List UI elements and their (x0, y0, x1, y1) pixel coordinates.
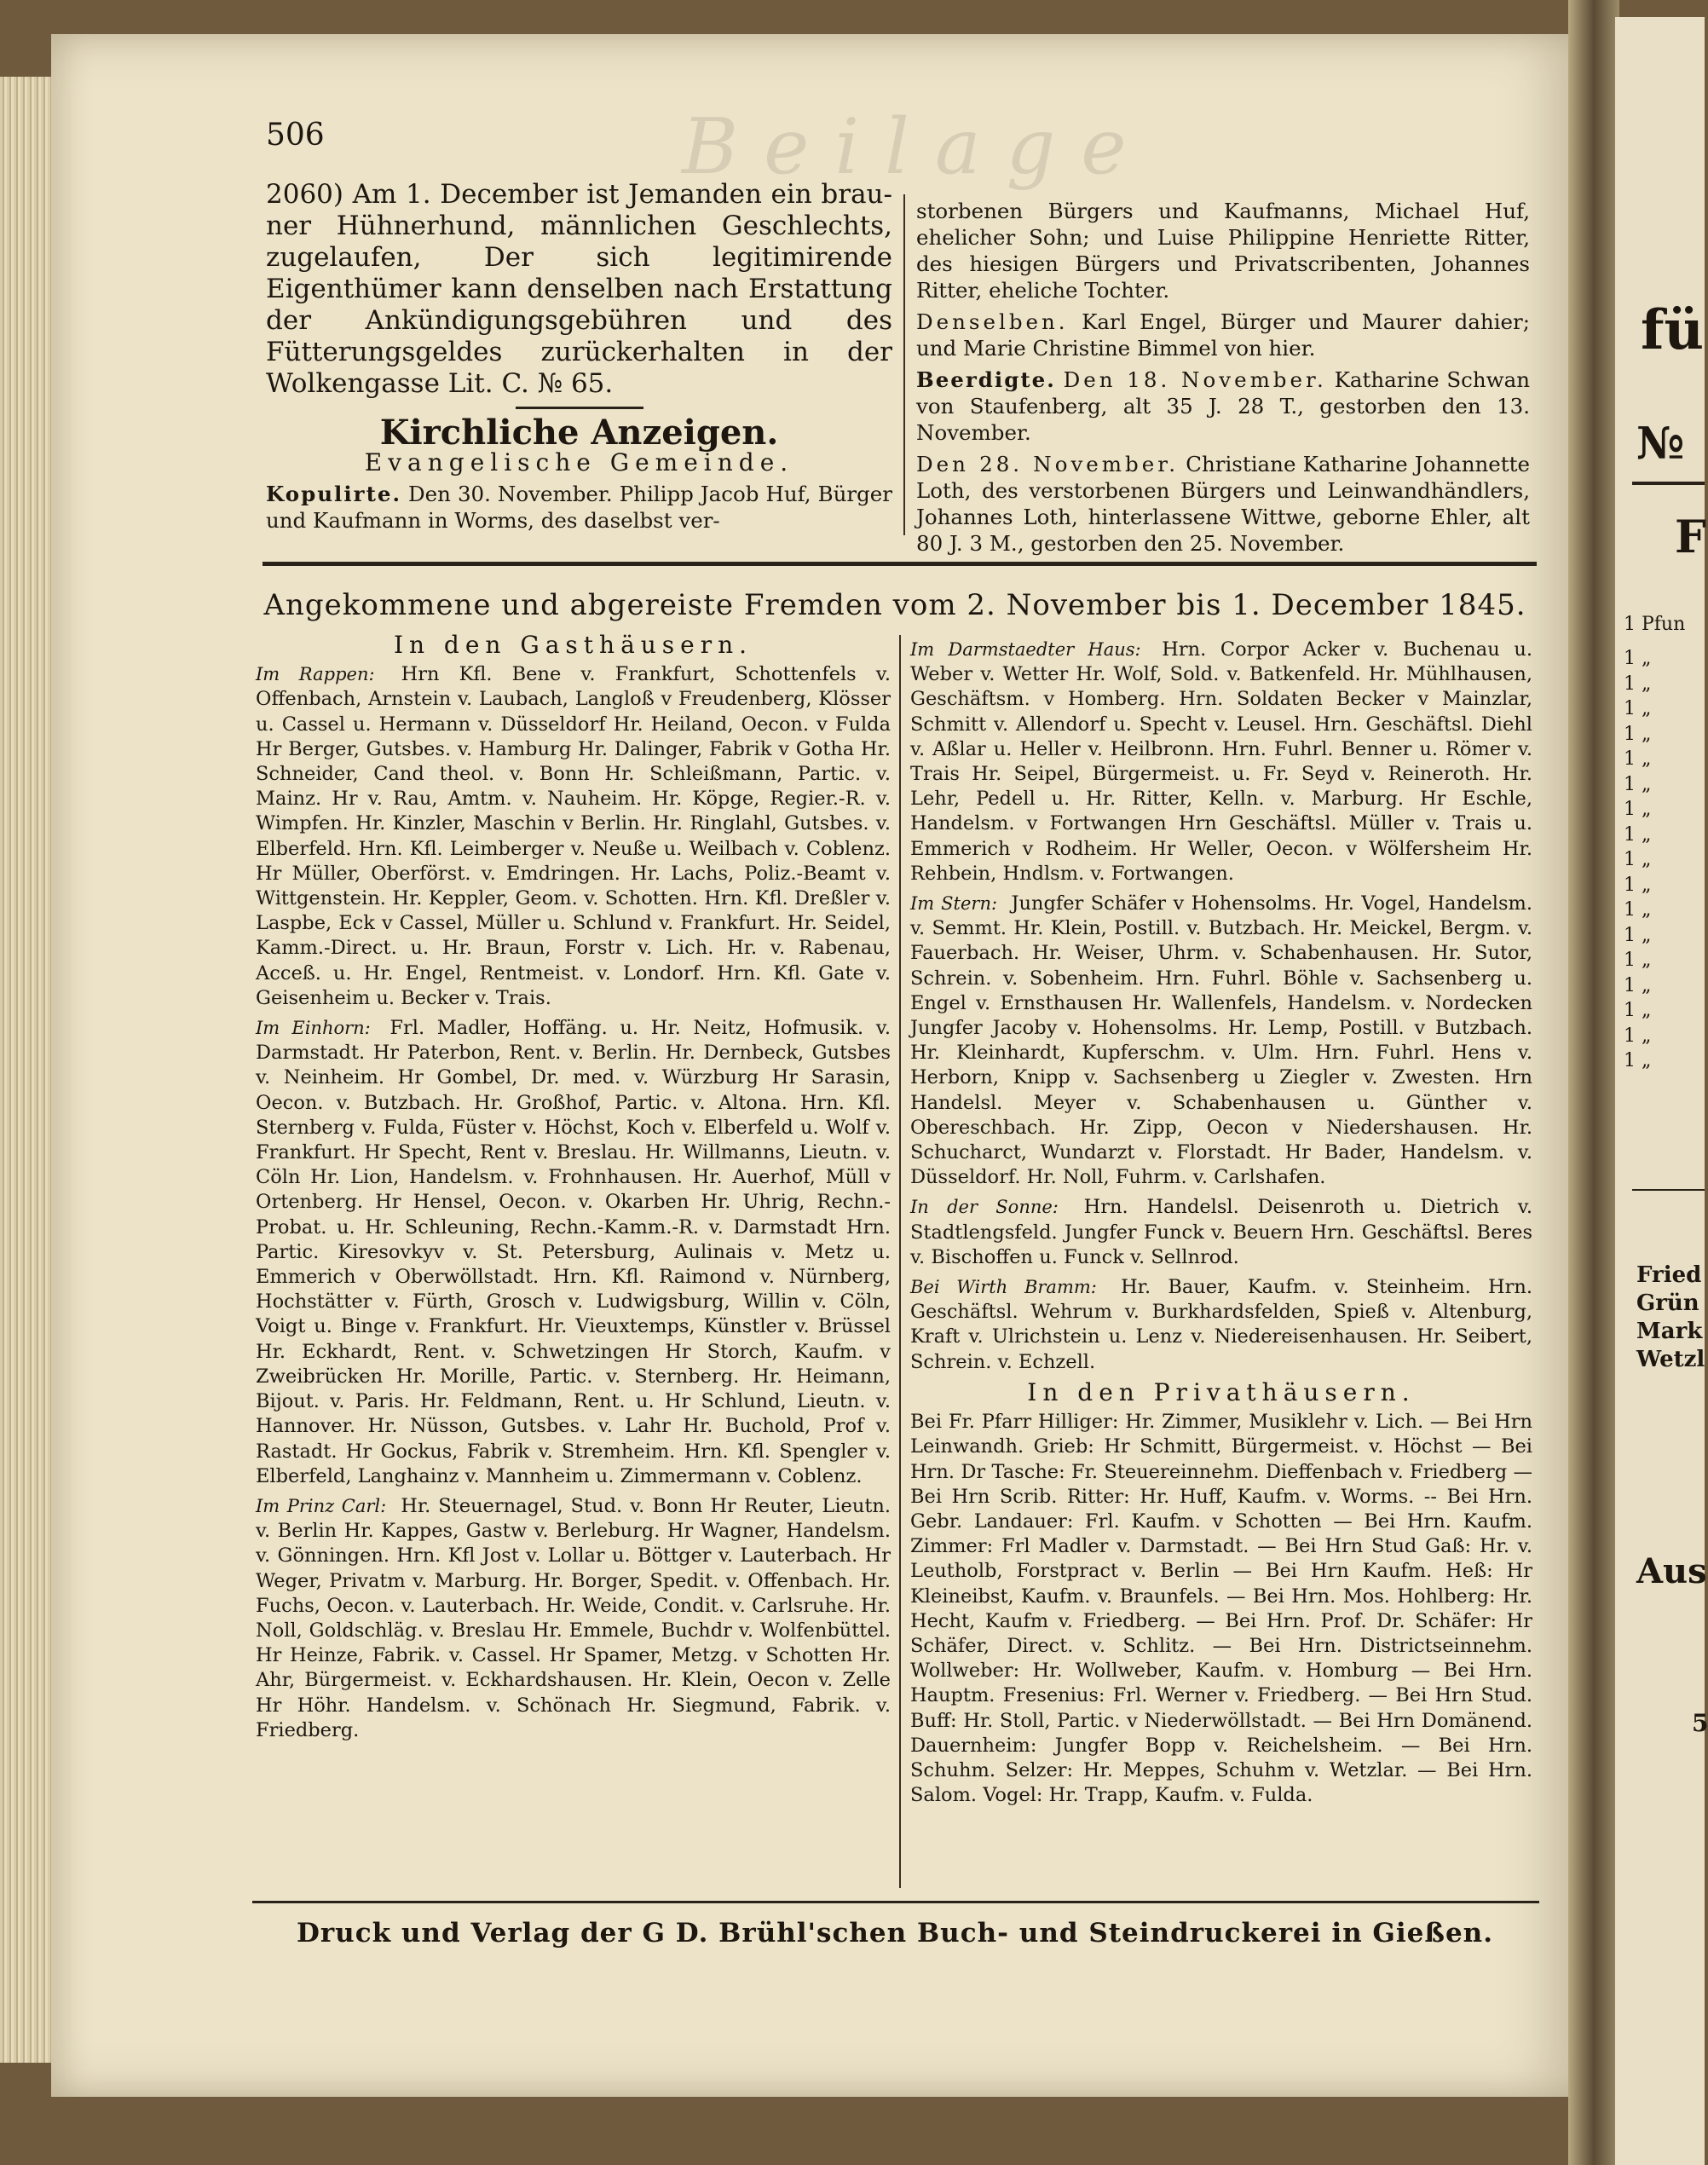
marriages-text: Den 30. November. Philipp Jacob Huf, Bürger und Kaufmann in Worms, des daselbst ver- (266, 482, 892, 533)
notice-lead: 2060) Am 1. December ist Jemanden ein brau- (266, 179, 892, 210)
inn-darmstaedter (910, 638, 1532, 886)
arrivals-title: Angekommene und abgereiste Fremden vom 2. November bis 1. December 1845. (263, 588, 1526, 622)
facing-page-fragment (1615, 17, 1708, 2165)
facing-name-item: Mark (1636, 1319, 1703, 1344)
inn-bramm-name: Bei Wirth Bramm: (910, 1277, 1097, 1298)
marriage-continued: storbenen Bürgers und Kaufmanns, Michael Huf, ehelicher Sohn; und Luise Philippine Henriette Ritter, des hiesigen Bürgers und Privatscribenten, Johannes Ritter, eheliche Tochter. (916, 199, 1530, 303)
facing-quantity-item: 1 „ (1624, 673, 1652, 695)
inn-sonne (910, 1195, 1532, 1270)
right-bottom-column (910, 638, 1532, 1813)
facing-quantity-item: 1 „ (1624, 1025, 1652, 1047)
inn-einhorn (256, 1016, 891, 1489)
burials-text: Katharine Schwan von Staufenberg, alt 35 J. 28 T., gestorben den 13. November. (916, 367, 1531, 445)
burials-date: Den 18. November. (1063, 367, 1327, 392)
book-gutter (1568, 0, 1619, 2165)
second-marriage (916, 309, 1530, 361)
inn-prinz-carl-name: Im Prinz Carl: (256, 1495, 387, 1516)
facing-rule (1632, 482, 1705, 485)
facing-quantity-item: 1 „ (1624, 723, 1652, 745)
marriages-entry (266, 481, 892, 534)
footer-divider (252, 1901, 1539, 1903)
facing-quantity-item: 1 „ (1624, 974, 1652, 996)
inn-rappen-name: Im Rappen: (256, 664, 375, 685)
column-divider-top (903, 194, 905, 535)
facing-rule-2 (1632, 1189, 1705, 1191)
burial-second-date: Den 28. November. (916, 452, 1180, 476)
facing-quantity-item: 1 „ (1624, 924, 1652, 946)
column-divider-bottom (899, 635, 901, 1888)
second-marriage-text: Karl Engel, Bürger und Maurer dahier; und Marie Christine Bimmel von hier. (916, 309, 1530, 361)
facing-aus-fragment: Aus (1636, 1551, 1707, 1591)
facing-quantity-item: 1 „ (1624, 899, 1652, 921)
facing-quantity-item: 1 „ (1624, 849, 1652, 870)
facing-quantity-item: 1 „ (1624, 648, 1652, 669)
facing-quantity-item: 1 „ (1624, 1000, 1652, 1021)
inn-bramm-guests: Hr. Bauer, Kaufm. v. Steinheim. Hrn. Geschäftsl. Wehrum v. Burkhardsfelden, Spieß v. Altenburg, Kraft v. Ulrichstein u. Lenz v. Niedereisenhausen. Hr. Seibert, Schrein. v. Echzell. (910, 1276, 1532, 1373)
burials-label: Beerdigte. (916, 367, 1056, 392)
inn-einhorn-name: Im Einhorn: (256, 1018, 371, 1039)
section-divider (263, 562, 1537, 566)
inn-prinz-carl (256, 1494, 891, 1743)
inn-sonne-guests: Hrn. Handelsl. Deisenroth u. Dietrich v. Stadtlengsfeld. Jungfer Funck v. Beuern Hrn. Geschäftsl. Beres v. Bischoffen u. Funck v. Sellnrod. (910, 1196, 1532, 1268)
inns-subheading: In den Gasthäusern. (393, 631, 753, 659)
facing-quantity-item: 1 „ (1624, 874, 1652, 896)
facing-quantity-item: 1 „ (1624, 799, 1652, 820)
burials-entry (916, 367, 1530, 446)
notice-divider (516, 407, 643, 409)
burial-second-text: Christiane Katharine Johannette Loth, des verstorbenen Bürgers und Leinwandhändlers, Johannes Loth, hinterlassene Wittwe, geborne Ehler, alt 80 J. 3 M., gestorben den 25. November. (916, 452, 1530, 556)
facing-pfund: 1 Pfun (1624, 614, 1686, 635)
evangelical-parish-subheading: Evangelische Gemeinde. (364, 448, 794, 476)
left-top-column (266, 179, 892, 539)
inn-rappen (256, 662, 891, 1011)
facing-f-fragment: F (1675, 511, 1706, 563)
facing-title-fragment: fü (1641, 298, 1705, 362)
right-top-column (916, 198, 1530, 562)
facing-quantity-list (1624, 646, 1651, 1074)
inn-prinz-carl-guests: Hr. Steuernagel, Stud. v. Bonn Hr Reuter, Lieutn. v. Berlin Hr. Kappes, Gastw v. Berleburg. Hr Wagner, Handelsm. v. Gönningen. Hrn. Kfl Jost v. Lollar u. Böttger v. Lauterbach. Hr Weger, Privatm v. Marburg. Hr. Borger, Spedit. v. Offenbach. Hr. Fuchs, Oecon. v. Lauterbach. Hr. Weide, Condit. v. Carlsruhe. Hr. Noll, Goldschläg. v. Breslau Hr. Emmele, Buchdr v. Wolfenbüttel. Hr Heinze, Fabrik. v. Cassel. Hr Spamer, Metzg. v Schotten Hr. Ahr, Bürgermeist. v. Eckhardshausen. Hr. Klein, Oecon v. Zelle Hr Höhr. Handelsm. v. Schönach Hr. Siegmund, Fabrik. v. Friedberg. (256, 1494, 892, 1741)
facing-quantity-item: 1 „ (1624, 698, 1652, 719)
facing-name-item: Wetzl (1636, 1347, 1705, 1372)
private-houses-subheading: In den Privathäusern. (1027, 1377, 1416, 1406)
faded-header-watermark: Beilage (682, 102, 1152, 192)
inn-stern-guests: Jungfer Schäfer v Hohensolms. Hr. Vogel, Handelsm. v. Semmt. Hr. Klein, Postill. v. Butzbach. Hr. Meickel, Bergm. v. Fauerbach. Hr. Weiser, Uhrm. v. Schabenhausen. Hr. Sutor, Schrein. v. Sobenheim. Hrn. Fuhrl. Böhle v. Sachsenberg u. Engel v. Ernsthausen Hr. Wallenfels, Handelsm. v. Nordecken Jungfer Jacoby v. Hohensolms. Hr. Lemp, Postill. v Butzbach. Hr. Kleinhardt, Kupferschm. v. Ulm. Hrn. Fuhrl. Hens v. Herborn, Knipp v. Sachsenberg u Ziegler v. Zwesten. Hrn Handelsl. Meyer v. Schabenhausen u. Günther v. Obereschbach. Hr. Zipp, Oecon v Niedershausen. Hr. Schucharct, Wundarzt v. Florstadt. Hr Bader, Handelsm. v. Düsseldorf. Hr. Noll, Fuhrm. v. Carlshafen. (910, 892, 1533, 1189)
facing-number-fragment: № (1636, 418, 1685, 470)
facing-quantity-item: 1 „ (1624, 773, 1652, 795)
inn-darmstaedter-name: Im Darmstaedter Haus: (910, 639, 1141, 660)
facing-name-list (1636, 1261, 1705, 1374)
private-houses-guests: Bei Fr. Pfarr Hilliger: Hr. Zimmer, Musiklehr v. Lich. — Bei Hrn Leinwandh. Grieb: Hr Schmitt, Bürgermeist. v. Höchst — Bei Hrn. Dr Tasche: Fr. Steuereinnehm. Dieffenbach v. Friedberg — Bei Hrn Scrib. Ritter: Hr. Huff, Kaufm. v. Worms. -- Bei Hrn. Gebr. Landauer: Frl. Kaufm. v Schotten — Bei Hrn. Kaufm. Zimmer: Frl Madler v. Darmstadt. — Bei Hrn Stud Gaß: Hr. v. Leutholb, Forstpract v. Berlin — Bei Hrn Kaufm. Heß: Hr Kleineibst, Kaufm. v. Braunfels. — Bei Hrn. Mos. Hohlberg: Hr. Hecht, Kaufm v. Friedberg. — Bei Hrn. Prof. Dr. Schäfer: Hr Schäfer, Direct. v. Schlitz. — Bei Hrn. Districtseinnehm. Wollweber: Hr. Wollweber, Kaufm. v. Homburg — Bei Hrn. Hauptm. Fresenius: Frl. Werner v. Friedberg. — Bei Hrn Stud. Buff: Hr. Stoll, Partic. v Niederwöllstadt. — Bei Hrn Domänend. Dauernheim: Jungfer Bopp v. Reichelsheim. — Bei Hrn. Schuhm. Selzer: Hr. Meppes, Schuhm v. Wetzlar. — Bei Hrn. Salom. Vogel: Hr. Trapp, Kaufm. v. Fulda. (910, 1411, 1532, 1807)
inn-einhorn-guests: Frl. Madler, Hoffäng. u. Hr. Neitz, Hofmusik. v. Darmstadt. Hr Paterbon, Rent. v. Berlin. Hr. Dernbeck, Gutsbes v. Neinheim. Hr Gombel, Dr. med. v. Würzburg Hr Sarasin, Oecon. v. Butzbach. Hr. Großhof, Partic. v. Altona. Hrn. Kfl. Sternberg v. Fulda, Füster v. Höchst, Koch v. Elberfeld u. Wolf v. Frankfurt. Hr Specht, Rent v. Breslau. Hr. Willmanns, Lieutn. v. Cöln Hr. Lion, Handelsm. v. Frohnhausen. Hr. Auerhof, Müll v Ortenberg. Hr Hensel, Oecon. v. Okarben Hr. Uhrig, Rechn.-Probat. u. Hr. Schleuning, Rechn.-Kamm.-R. v. Darmstadt Hrn. Partic. Kiresovkyv v. St. Petersburg, Aulinais v. Metz u. Emmerich v Oberwöllstadt. Hrn. Kfl. Raimond v. Nürnberg, Hochstätter v. Fürth, Grosch v. Ludwigsburg, Willin v. Cöln, Voigt u. Binge v. Frankfurt. Hr. Vieuxtemps, Künstler v. Brüssel Hr. Eckhardt, Rent. v. Schwetzingen Hr Storch, Kaufm. v Zweibrücken Hr. Morille, Partic. v. Sternberg. Hr. Heimann, Bijout. v. Paris. Hr. Feldmann, Rent. u. Hr Schlund, Lieutn. v. Hannover. Hr. Nüsson, Gutsbes. v. Lahr Hr. Buchold, Prof v. Rastadt. Hr Gockus, Fabrik v. Stremheim. Hrn. Kfl. Spengler v. Elberfeld, Langhainz v. Mannheim u. Zimmermann v. Coblenz. (256, 1017, 891, 1487)
notice-body: ner Hühnerhund, männlichen Geschlechts, zugelaufen, Der sich legitimirende Eigenthümer kann denselben nach Erstattung der Ankündigungsgebühren und des Fütterungsgeldes zurückerhalten in der Wolkengasse Lit. C. № 65. (266, 211, 892, 399)
burial-second (916, 451, 1530, 557)
facing-quantity-item: 1 „ (1624, 823, 1652, 846)
inn-darmstaedter-guests: Hrn. Corpor Acker v. Buchenau u. Weber v. Wetter Hr. Wolf, Sold. v. Batkenfeld. Hr. Mühlhausen, Geschäftsm. v Homberg. Hrn. Soldaten Becker v Mainzlar, Schmitt v. Allendorf u. Specht v. Leusel. Hrn. Geschäftsl. Diehl v. Aßlar u. Heller v. Heilbronn. Hrn. Fuhrl. Benner u. Römer v. Trais Hr. Seipel, Bürgermeist. u. Fr. Seyd v. Reineroth. Hr. Lehr, Pedell u. Hr. Ritter, Kelln. v. Marburg. Hr Eschle, Handelsm. v Fortwangen Hrn Geschäftsl. Müller v. Trais u. Emmerich v Rodheim. Hr Weller, Oecon. v Wölfersheim Hr. Rehbein, Hndlsm. v. Fortwangen. (910, 638, 1532, 885)
facing-quantity-item: 1 „ (1624, 1050, 1652, 1071)
church-notices-heading: Kirchliche Anzeigen. (379, 413, 779, 453)
inn-stern-name: Im Stern: (910, 893, 998, 915)
inn-bramm (910, 1275, 1532, 1375)
inn-sonne-name: In der Sonne: (910, 1197, 1059, 1218)
facing-number-five: 5 (1692, 1709, 1708, 1737)
facing-name-item: Grün (1636, 1290, 1699, 1316)
inn-stern (910, 892, 1532, 1190)
inn-rappen-guests: Hrn Kfl. Bene v. Frankfurt, Schottenfels v. Offenbach, Arnstein v. Laubach, Langloß v Freudenberg, Klösser u. Cassel u. Hermann v. Düsseldorf Hr. Heiland, Oecon. v Fulda Hr Berger, Gutsbes. v. Hamburg Hr. Dalinger, Fabrik v Gotha Hr. Schneider, Cand theol. v. Bonn Hr. Schleißmann, Partic. v. Mainz. Hr v. Rau, Amtm. v. Nauheim. Hr. Köpge, Regier.-R. v. Wimpfen. Hr. Kinzler, Maschin v Berlin. Hr. Ringlahl, Gutsbes. v. Elberfeld. Hrn. Kfl. Leimberger v. Neuße u. Weilbach v. Coblenz. Hr Müller, Oberförst. v. Emdringen. Hr. Lachs, Poliz.-Beamt v. Wittgenstein. Hr. Keppler, Geom. v. Schotten. Hrn. Kfl. Dreßler v. Laspbe, Eck v Cassel, Müller u. Schlund v. Frankfurt. Hr. Seidel, Kamm.-Direct. u. Hr. Braun, Forstr v. Lich. Hr. v. Rabenau, Acceß. u. Hr. Engel, Rentmeist. v. Londorf. Hrn. Kfl. Gate v. Geisenheim u. Becker v. Trais. (256, 663, 892, 1009)
second-marriage-lead: Denselben. (916, 309, 1069, 334)
marriages-label: Kopulirte. (266, 482, 401, 506)
left-bottom-column (256, 632, 891, 1748)
facing-name-item: Fried (1636, 1262, 1702, 1288)
facing-quantity-item: 1 „ (1624, 950, 1652, 971)
page-number: 506 (266, 118, 325, 153)
found-dog-notice (266, 179, 892, 400)
facing-quantity-item: 1 „ (1624, 748, 1652, 770)
printer-imprint: Druck und Verlag der G D. Brühl'schen Buch- und Steindruckerei in Gießen. (296, 1918, 1494, 1948)
